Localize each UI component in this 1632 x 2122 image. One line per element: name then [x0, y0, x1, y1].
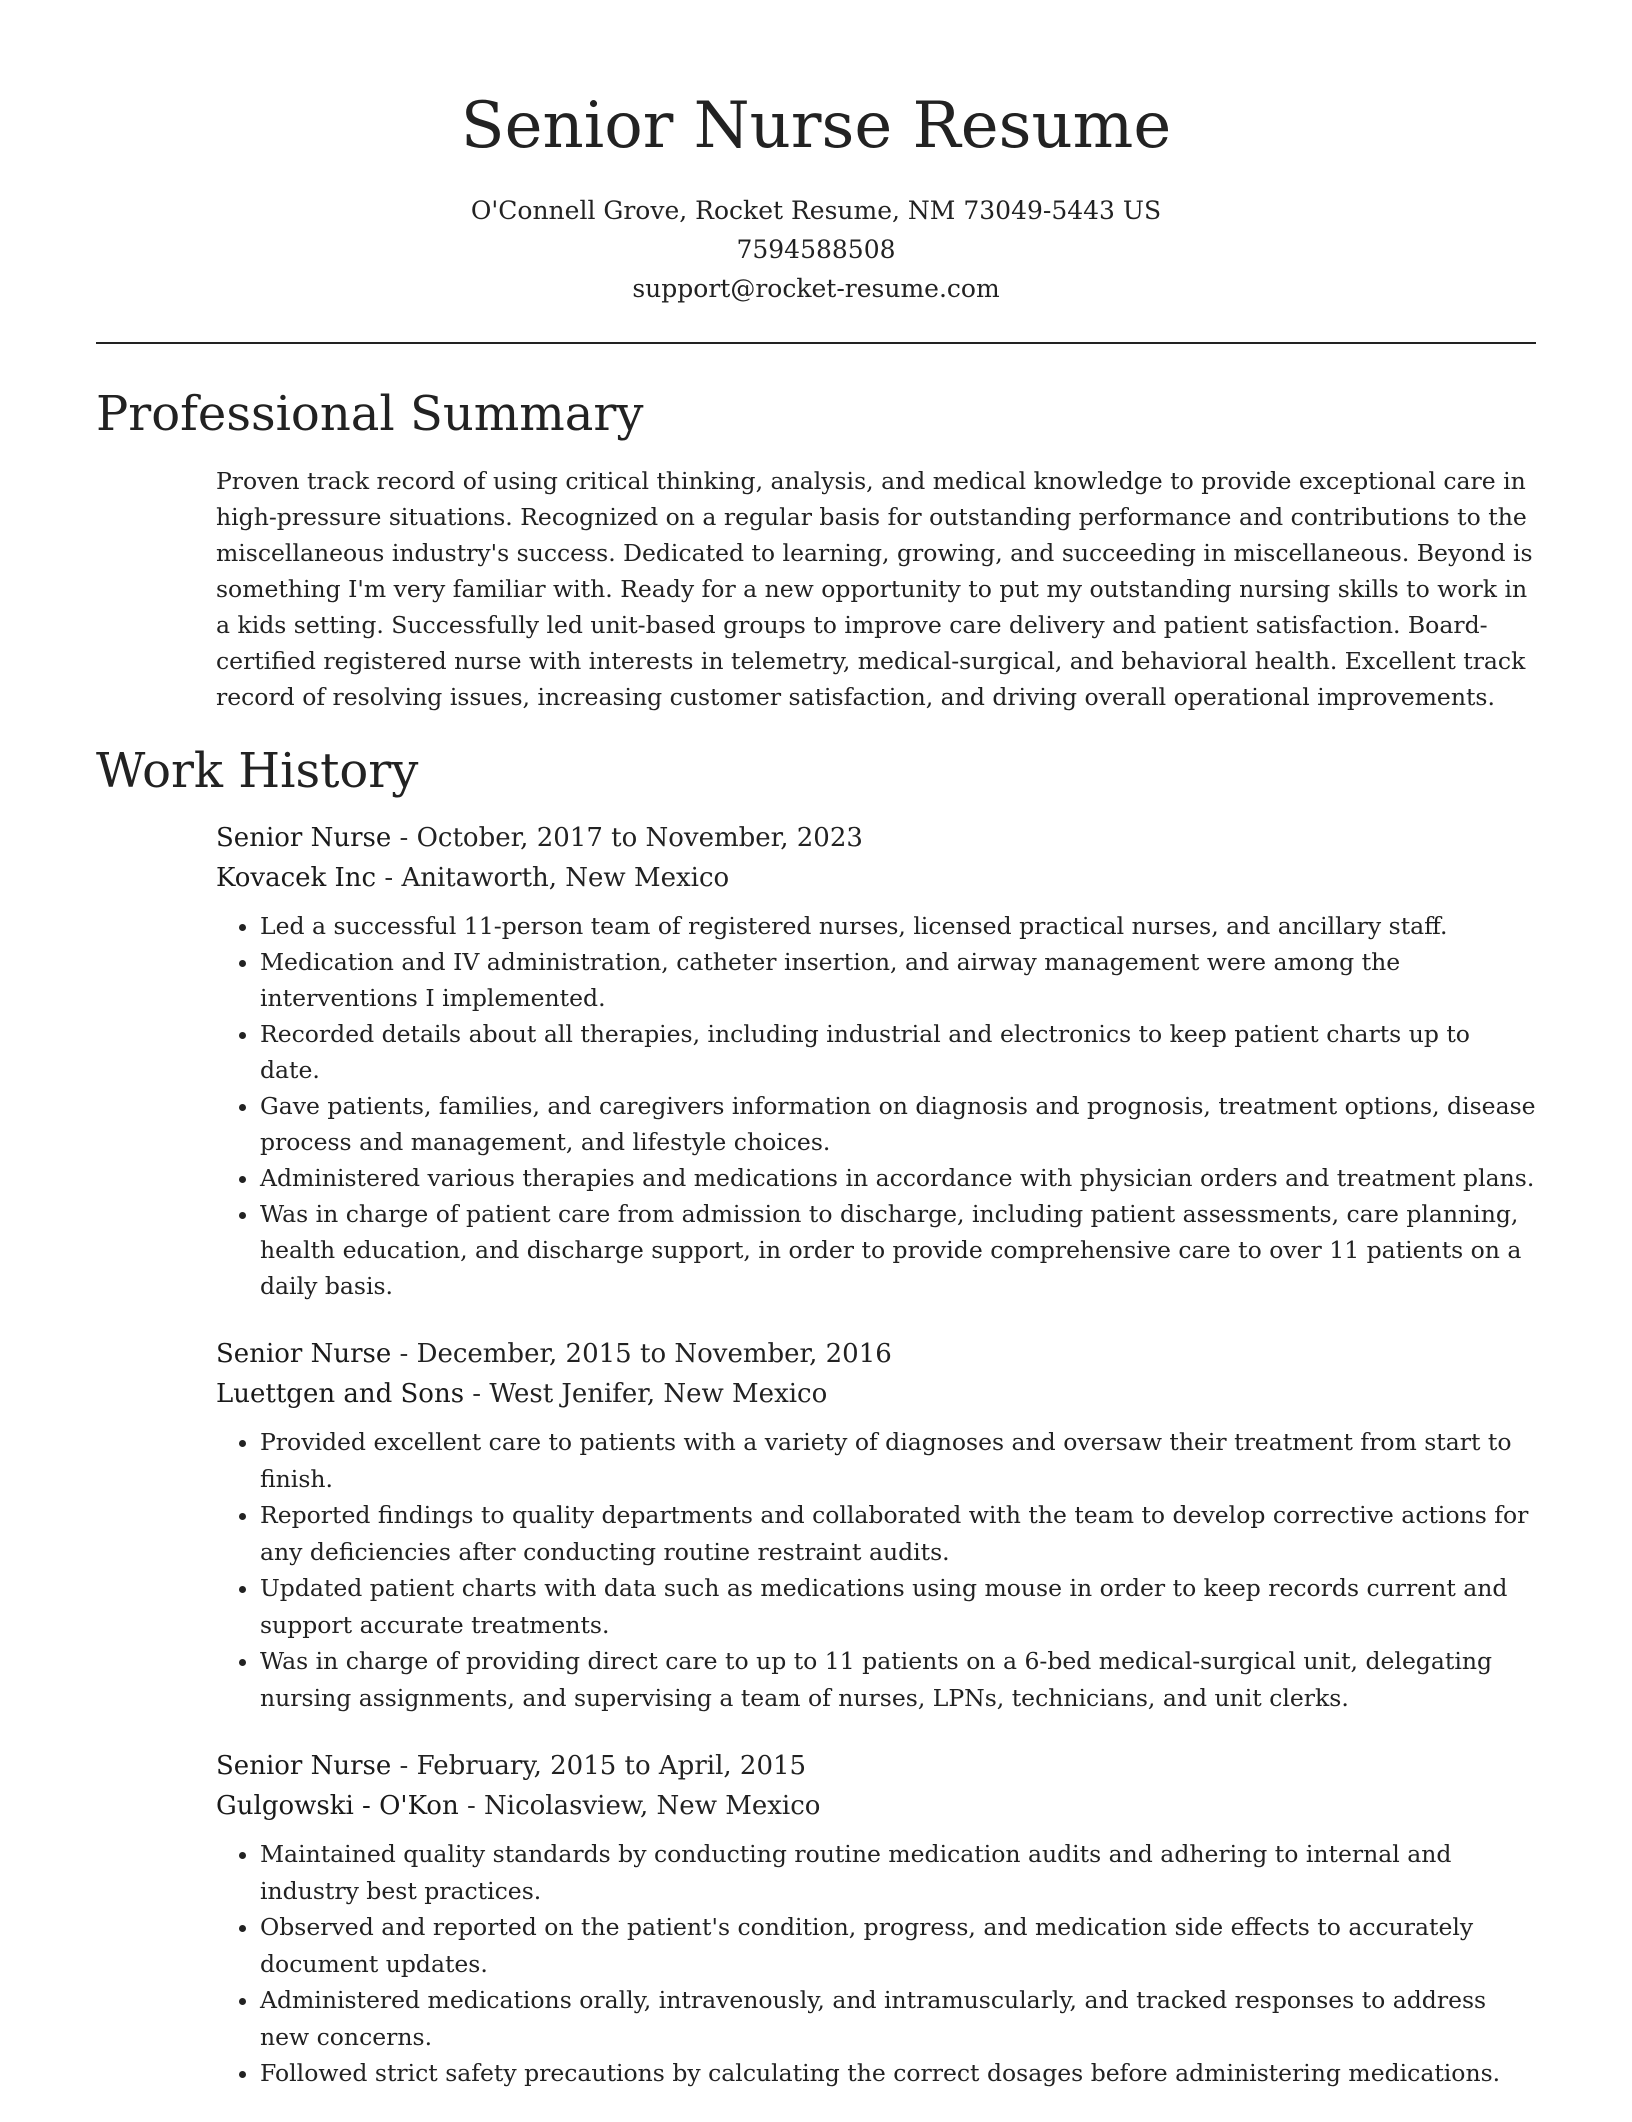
job-bullets [216, 1424, 1536, 1716]
job-bullet: • Maintained quality standards by conducting routine medication audits and adhering to internal and industry best practices. [260, 1836, 1536, 1909]
job-title-line: Senior Nurse - October, 2017 to November, 2023 [216, 823, 863, 853]
job-bullet: • Led a successful 11-person team of registered nurses, licensed practical nurses, and ancillary staff. [260, 908, 1536, 944]
job-bullet: • Administered medications orally, intravenously, and intramuscularly, and tracked responses to address new concerns. [260, 1982, 1536, 2055]
job-dates: February, 2015 to April, 2015 [416, 1751, 807, 1781]
job-company: Kovacek Inc [216, 863, 377, 893]
job-title-line: Senior Nurse - December, 2015 to November, 2016 [216, 1339, 892, 1369]
job-dates: December, 2015 to November, 2016 [416, 1339, 892, 1369]
job-location: Nicolasview, New Mexico [484, 1791, 821, 1821]
professional-summary-heading: Professional Summary [96, 386, 644, 442]
job-company-line: Luettgen and Sons - West Jenifer, New Mexico [216, 1379, 828, 1409]
contact-email: support@rocket-resume.com [632, 274, 1000, 303]
resume-page [96, 0, 1536, 2112]
contact-address: O'Connell Grove, Rocket Resume, NM 73049-5443 US [470, 196, 1162, 225]
job-company-line: Gulgowski - O'Kon - Nicolasview, New Mexico [216, 1791, 821, 1821]
job-bullet: • Gave patients, families, and caregivers information on diagnosis and prognosis, treatment options, disease process and management, and lifestyle choices. [260, 1088, 1536, 1160]
job-bullet: • Was in charge of patient care from admission to discharge, including patient assessments, care planning, health education, and discharge support, in order to provide comprehensive care to over 11 patients on a daily basis. [260, 1196, 1536, 1304]
work-history-list [216, 818, 1536, 2122]
job-company: Luettgen and Sons [216, 1379, 465, 1409]
job-bullet: • Recorded details about all therapies, including industrial and electronics to keep patient charts up to date. [260, 1016, 1536, 1088]
job-title: Senior Nurse [216, 1751, 392, 1781]
job-location: West Jenifer, New Mexico [489, 1379, 828, 1409]
job-entry [216, 1334, 1536, 1716]
job-entry [216, 1746, 1536, 2092]
job-location: Anitaworth, New Mexico [401, 863, 730, 893]
header-divider [96, 342, 1536, 344]
job-bullet: • Updated patient charts with data such as medications using mouse in order to keep records current and support accurate treatments. [260, 1570, 1536, 1643]
job-title-line: Senior Nurse - February, 2015 to April, 2015 [216, 1751, 807, 1781]
resume-title: Senior Nurse Resume [460, 89, 1172, 163]
job-bullets [216, 1836, 1536, 2092]
job-bullet: • Was in charge of providing direct care to up to 11 patients on a 6-bed medical-surgical unit, delegating nursing assignments, and supervising a team of nurses, LPNs, technicians, and unit clerks. [260, 1643, 1536, 1716]
work-history-heading: Work History [96, 743, 419, 799]
job-bullet: • Provided excellent care to patients with a variety of diagnoses and oversaw their treatment from start to finish. [260, 1424, 1536, 1497]
job-company-line: Kovacek Inc - Anitaworth, New Mexico [216, 863, 730, 893]
job-bullet: • Observed and reported on the patient's condition, progress, and medication side effects to accurately document updates. [260, 1909, 1536, 1982]
contact-phone: 7594588508 [736, 235, 896, 264]
professional-summary-text: Proven track record of using critical thinking, analysis, and medical knowledge to provide exceptional care in high-pressure situations. Recognized on a regular basis for outstanding performance and contributions to the miscellaneous industry's success. Dedicated to learning, growing, and succeeding in miscellaneous. Beyond is something I'm very familiar with. Ready for a new opportunity to put my outstanding nursing skills to work in a kids setting. Successfully led unit-based groups to improve care delivery and patient satisfaction. Board-certified registered nurse with interests in telemetry, medical-surgical, and behavioral health. Excellent track record of resolving issues, increasing customer satisfaction, and driving overall operational improvements. [216, 467, 1533, 711]
job-dates: October, 2017 to November, 2023 [416, 823, 863, 853]
job-entry [216, 818, 1536, 1304]
job-title: Senior Nurse [216, 1339, 392, 1369]
job-bullet: • Medication and IV administration, catheter insertion, and airway management were among the interventions I implemented. [260, 944, 1536, 1016]
job-bullet: • Reported findings to quality departments and collaborated with the team to develop corrective actions for any deficiencies after conducting routine restraint audits. [260, 1497, 1536, 1570]
job-title: Senior Nurse [216, 823, 392, 853]
job-company: Gulgowski - O'Kon [216, 1791, 459, 1821]
job-bullets [216, 908, 1536, 1304]
job-bullet: • Followed strict safety precautions by calculating the correct dosages before administering medications. [260, 2055, 1536, 2092]
job-bullet: • Administered various therapies and medications in accordance with physician orders and treatment plans. [260, 1160, 1536, 1196]
